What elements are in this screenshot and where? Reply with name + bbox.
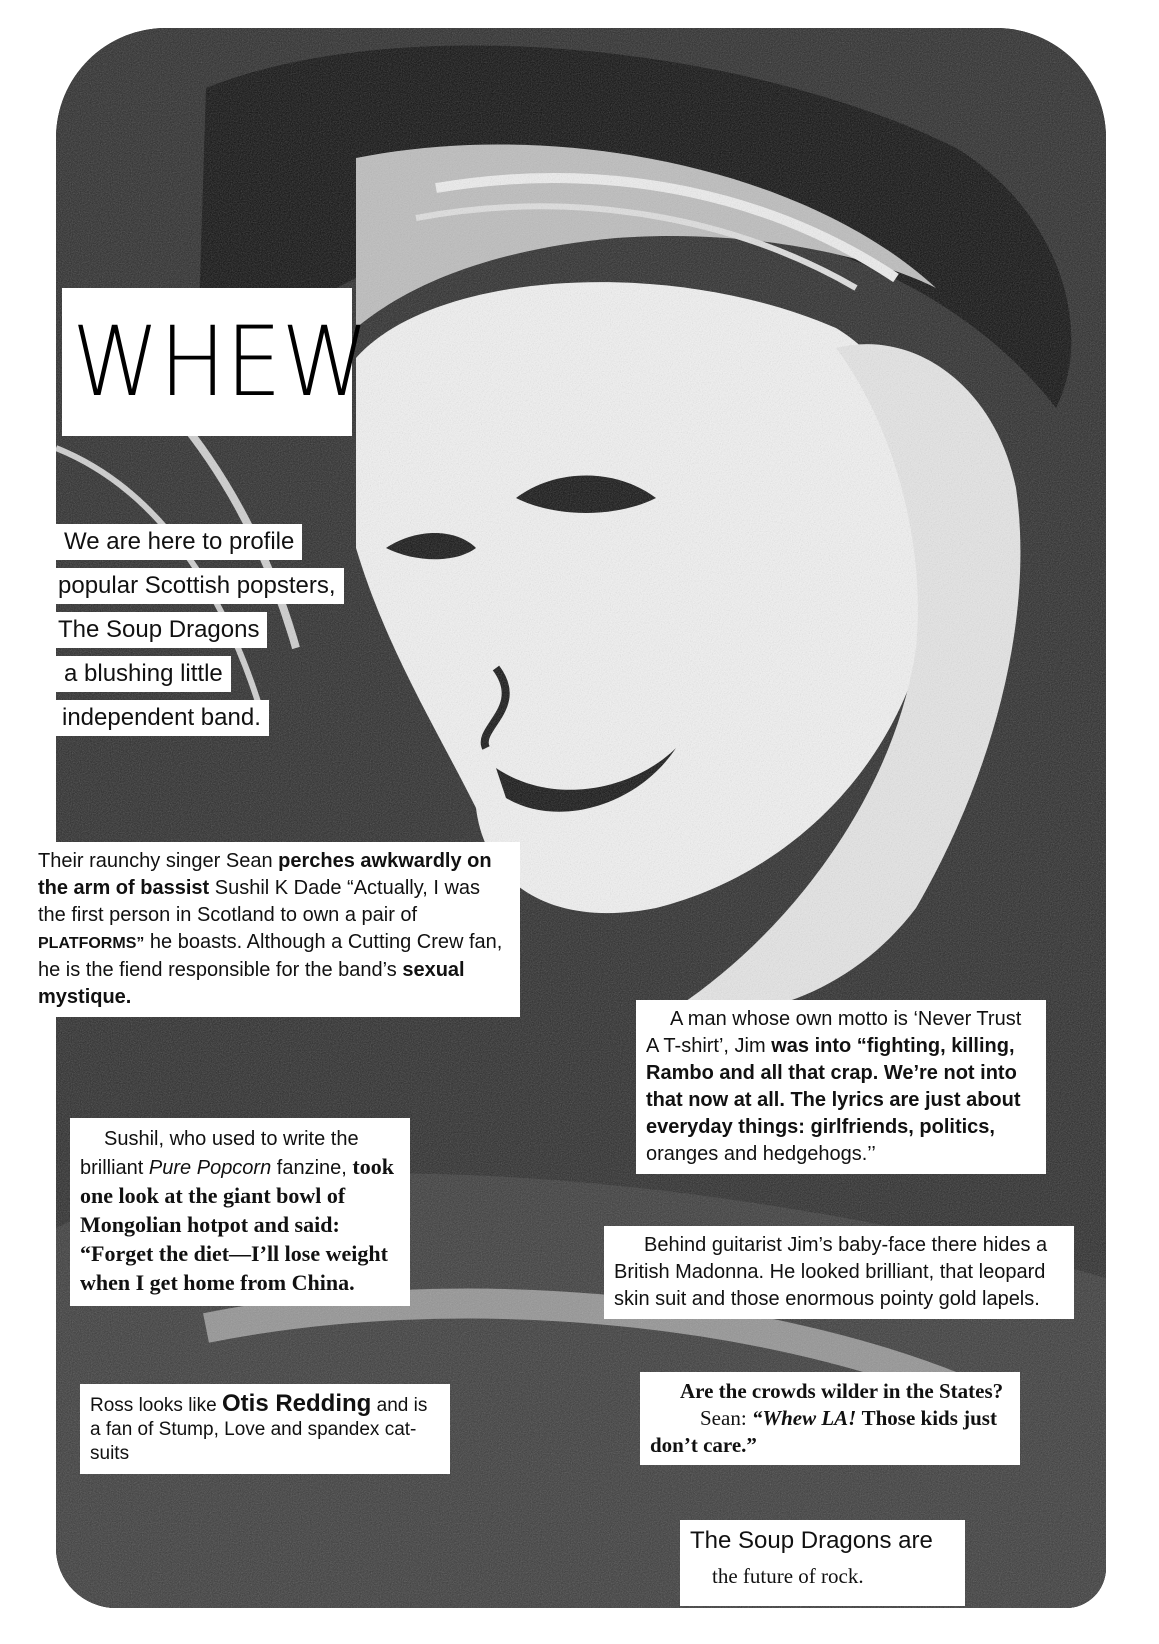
intro-line-4: a blushing little — [56, 656, 231, 692]
headline-box — [62, 288, 369, 436]
ross-paragraph: Ross looks like Otis Redding and is a fan of Stump, Love and spandex cat-suits — [80, 1384, 450, 1474]
portrait-photo — [56, 28, 1106, 1608]
jim-motto-paragraph: A man whose own motto is ‘Never Trust A T-shirt’, Jim was into “fighting, killing, Rambo and all that crap. We’re not into that now at all. The lyrics are just about everyday things: girlfriends, politics, oranges and hedgehogs.’’ — [636, 1000, 1046, 1174]
headline: WHEW — [72, 306, 369, 418]
crowds-paragraph: Are the crowds wilder in the States? Sean: “Whew LA! Those kids just don’t care.” — [640, 1372, 1020, 1465]
sushil-paragraph: Sushil, who used to write the brilliant Pure Popcorn fanzine, took one look at the giant bowl of Mongolian hotpot and said: “Forget the diet—I’ll lose weight when I get home from China. — [70, 1118, 410, 1306]
intro-line-3: The Soup Dragons — [50, 612, 267, 648]
intro-line-2: popular Scottish popsters, — [50, 568, 344, 604]
intro-line-5: independent band. — [54, 700, 269, 736]
closing-line-1: The Soup Dragons are — [690, 1527, 933, 1554]
jim-madonna-paragraph: Behind guitarist Jim’s baby-face there hides a British Madonna. He looked brilliant, that leopard skin suit and those enormous pointy gold lapels. — [604, 1226, 1074, 1319]
closing-box — [680, 1520, 965, 1606]
closing-line-2: the future of rock. — [712, 1564, 864, 1588]
sean-paragraph: Their raunchy singer Sean perches awkwardly on the arm of bassist Sushil K Dade “Actually, I was the first person in Scotland to own a pair of PLATFORMS” he boasts. Although a Cutting Crew fan, he is the fiend responsible for the band’s sexual mystique. — [30, 842, 520, 1017]
intro-line-1: We are here to profile — [56, 524, 302, 560]
